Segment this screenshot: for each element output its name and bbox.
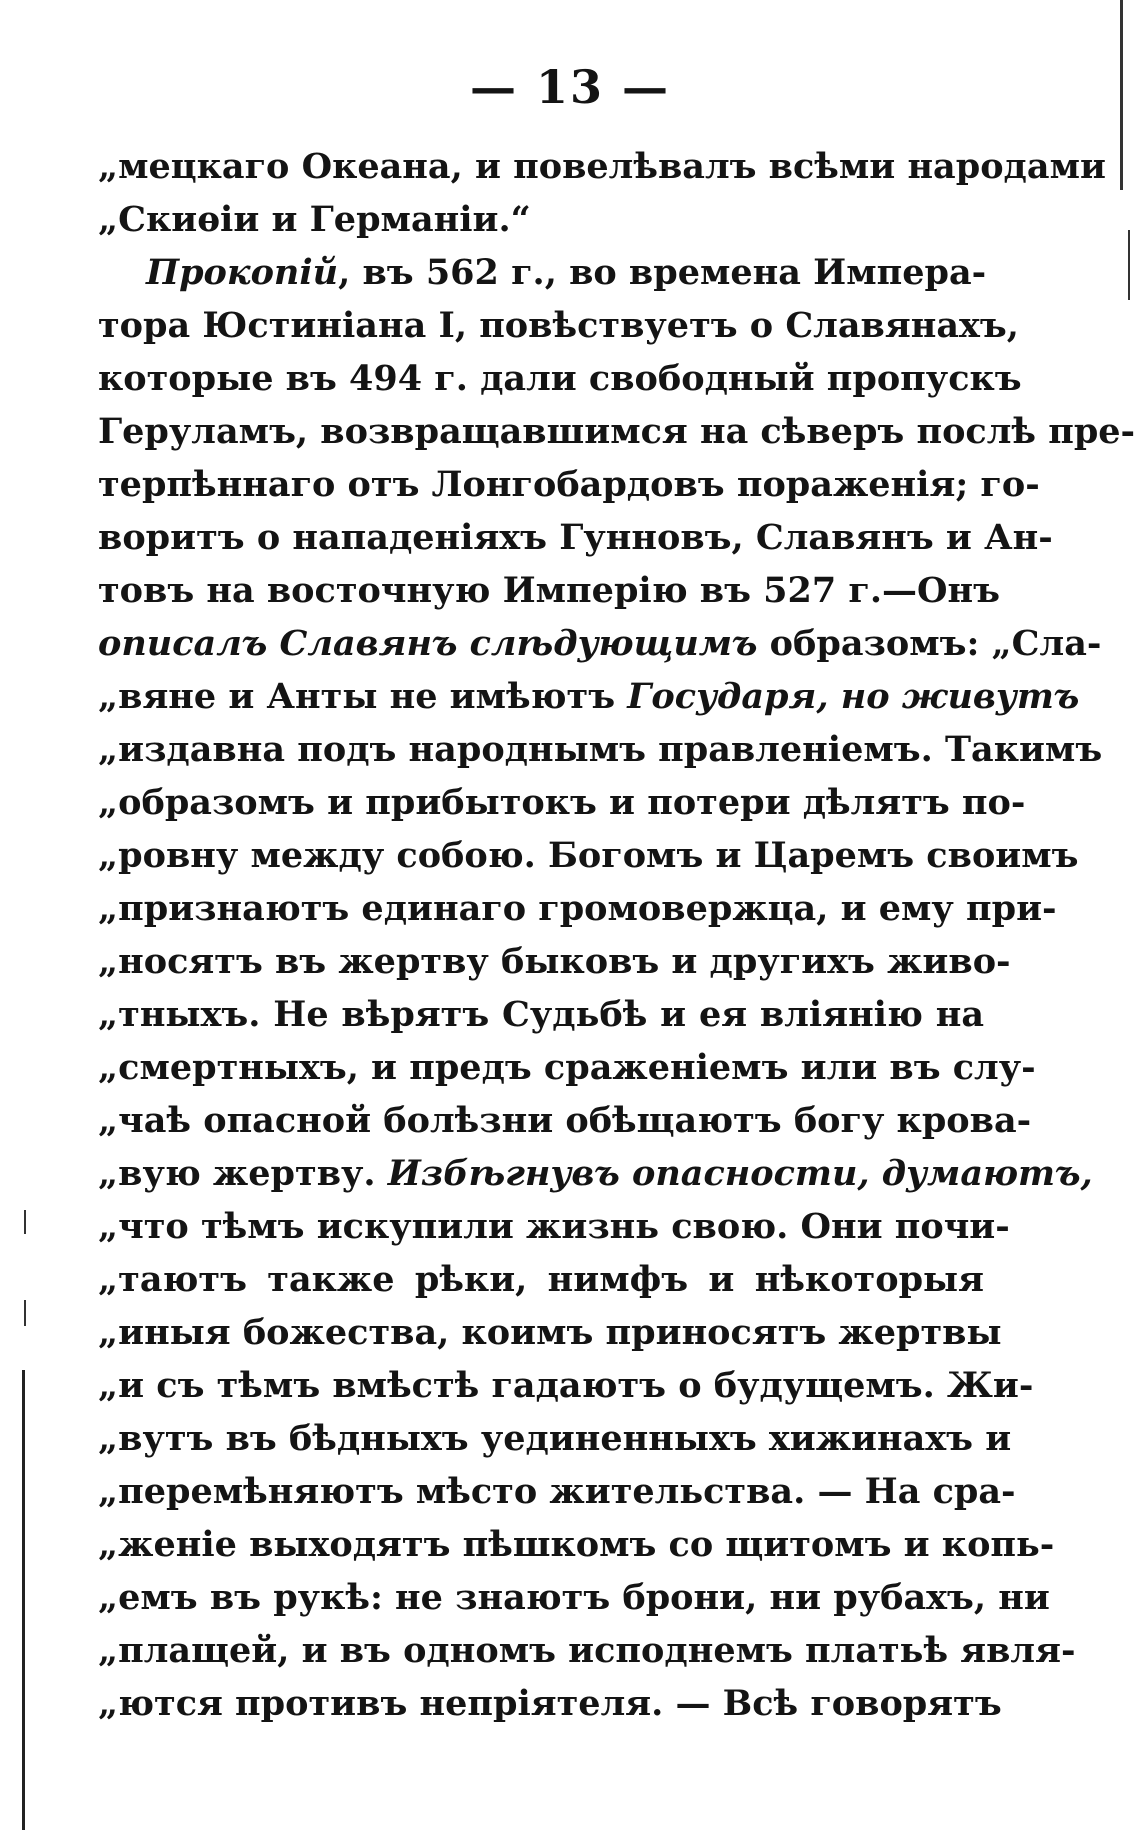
text-line: „признаютъ единаго громовержца, и ему при- [98,888,1057,929]
text-line: „таютъ также рѣки, нимфъ и нѣкоторыя [98,1259,984,1300]
text-line: „женіе выходятъ пѣшкомъ со щитомъ и копь- [98,1524,1055,1565]
italic-phrase: Избѣгнувъ опасности, думаютъ, [387,1153,1093,1194]
text-line: воритъ о нападеніяхъ Гунновъ, Славянъ и Ан- [98,517,1053,558]
text-line: „носятъ въ жертву быковъ и другихъ живо- [98,941,1011,982]
text-line: товъ на восточную Имперію въ 527 г.—Онъ [98,570,1000,611]
text-line: Прокопій, въ 562 г., во времена Импера- [146,252,987,293]
text-line: „образомъ и прибытокъ и потери дѣлятъ по- [98,782,1026,823]
text-line: „ровну между собою. Богомъ и Царемъ своимъ [98,835,1079,876]
body-text [98,140,1136,1730]
binding-edge-right [1120,0,1123,190]
italic-phrase: описалъ Славянъ слѣдующимъ [98,623,758,664]
text-line: „мецкаго Океана, и повелѣвалъ всѣми народами [98,146,1106,187]
page-number: — 13 — [469,60,671,114]
text-line: Геруламъ, возвращавшимся на сѣверъ послѣ пре- [98,411,1136,452]
text-line: „вяне и Анты не имѣютъ Государя, но живутъ [98,676,1080,717]
text-line: „вую жертву. Избѣгнувъ опасности, думаютъ, [98,1153,1093,1194]
text-line: „перемѣняютъ мѣсто жительства. — На сра- [98,1471,1016,1512]
text-line: „и съ тѣмъ вмѣстѣ гадаютъ о будущемъ. Жи- [98,1365,1034,1406]
text-line: „плащей, и въ одномъ исподнемъ платьѣ явля- [98,1630,1076,1671]
text-line: „смертныхъ, и предъ сраженіемъ или въ слу- [98,1047,1036,1088]
italic-phrase: Государя, но живутъ [627,676,1080,717]
italic-phrase: Прокопій [146,252,339,293]
text-line: „емъ въ рукѣ: не знаютъ брони, ни рубахъ, ни [98,1577,1050,1618]
text-line: терпѣннаго отъ Лонгобардовъ пораженія; го- [98,464,1040,505]
text-line: „ются противъ непріятеля. — Всѣ говорятъ [98,1683,1002,1724]
binding-edge-left [22,1370,25,1830]
text-line: „иныя божества, коимъ приносятъ жертвы [98,1312,1002,1353]
scan-mark [24,1300,26,1326]
text-line: „вутъ въ бѣдныхъ уединенныхъ хижинахъ и [98,1418,1012,1459]
text-line: которые въ 494 г. дали свободный пропускъ [98,358,1022,399]
text-line: описалъ Славянъ слѣдующимъ образомъ: „Сла- [98,623,1102,664]
text-line: „Скиѳіи и Германіи.“ [98,199,531,240]
text-line: тора Юстиніана I, повѣствуетъ о Славянахъ, [98,305,1019,346]
text-line: „чаѣ опасной болѣзни обѣщаютъ богу крова- [98,1100,1032,1141]
text-line: „тныхъ. Не вѣрятъ Судьбѣ и ея вліянію на [98,994,984,1035]
scan-mark [1128,230,1130,300]
scan-mark [24,1210,26,1234]
text-line: „издавна подъ народнымъ правленіемъ. Такимъ [98,729,1103,770]
text-line: „что тѣмъ искупили жизнь свою. Они почи- [98,1206,1010,1247]
